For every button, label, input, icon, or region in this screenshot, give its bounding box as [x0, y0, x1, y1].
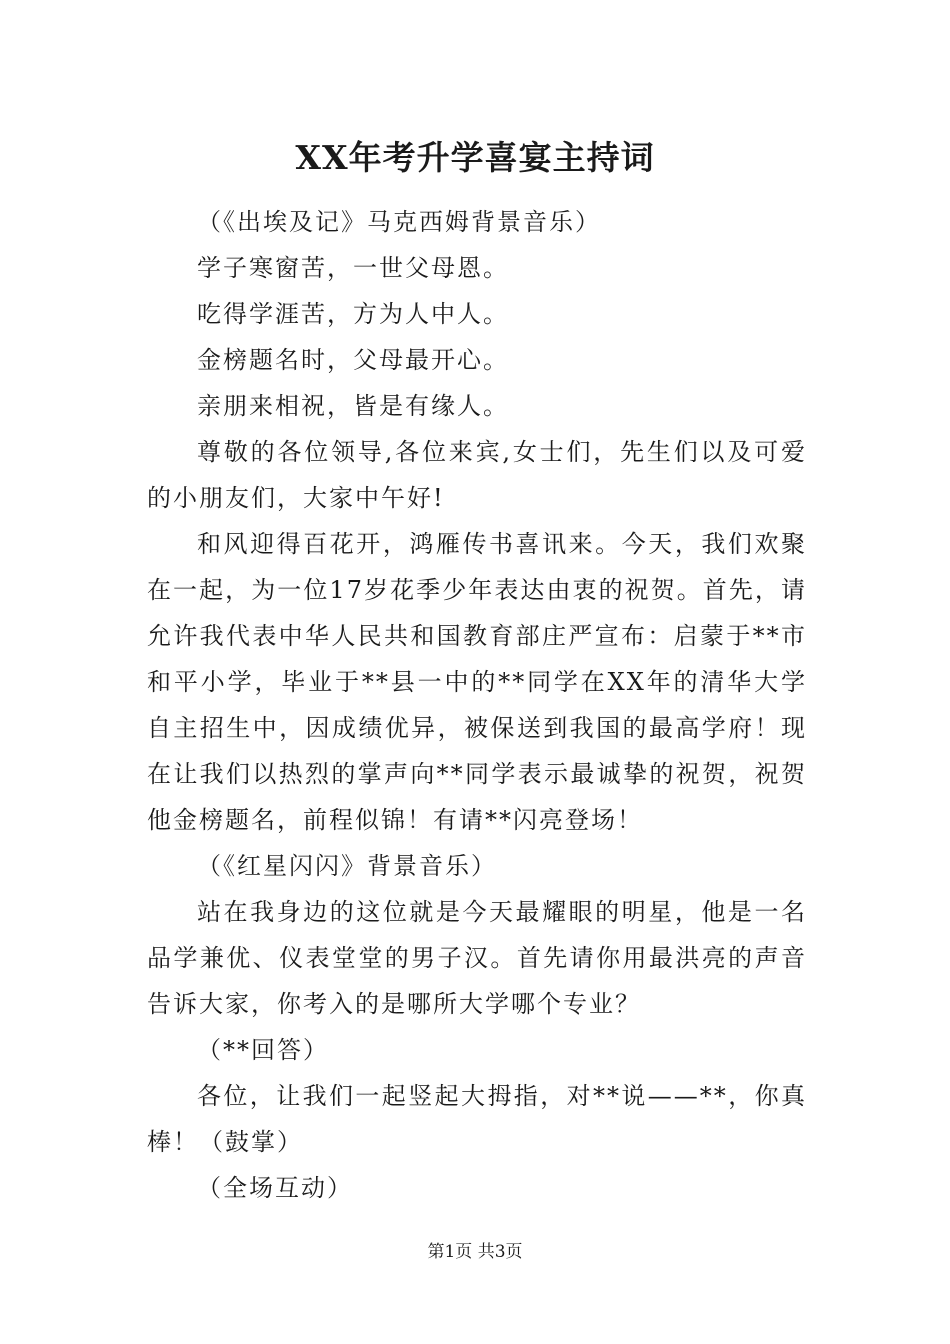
greeting-paragraph: 尊敬的各位领导,各位来宾,女士们，先生们以及可爱的小朋友们，大家中午好!	[147, 438, 807, 512]
poem-line: 金榜题名时，父母最开心。	[197, 346, 509, 374]
stage-direction: （全场互动）	[197, 1174, 353, 1202]
cheer-paragraph: 各位，让我们一起竖起大拇指，对**说——**，你真棒！（鼓掌）	[147, 1082, 807, 1156]
introduction-paragraph: 站在我身边的这位就是今天最耀眼的明星，他是一名品学兼优、仪表堂堂的男子汉。首先请你用最洪亮的声音告诉大家，你考入的是哪所大学哪个专业？	[147, 898, 807, 1018]
document-title: XX年考升学喜宴主持词	[295, 138, 655, 177]
stage-direction: （《出埃及记》马克西姆背景音乐）	[197, 208, 601, 236]
poem-line: 学子寒窗苦，一世父母恩。	[197, 254, 509, 282]
stage-direction: （**回答）	[197, 1036, 329, 1064]
document-body	[147, 199, 807, 1211]
page-number: 第1页 共3页	[427, 1242, 523, 1262]
poem-line: 亲朋来相祝，皆是有缘人。	[197, 392, 509, 420]
poem-line: 吃得学涯苦，方为人中人。	[197, 300, 509, 328]
announcement-paragraph: 和风迎得百花开，鸿雁传书喜讯来。今天，我们欢聚在一起，为一位17岁花季少年表达由衷的祝贺。首先，请允许我代表中华人民共和国教育部庄严宣布：启蒙于**市和平小学，毕业于**县一中的**同学在XX年的清华大学自主招生中，因成绩优异，被保送到我国的最高学府！现在让我们以热烈的掌声向**同学表示最诚挚的祝贺，祝贺他金榜题名，前程似锦！有请**闪亮登场！	[147, 530, 807, 834]
stage-direction: （《红星闪闪》背景音乐）	[197, 852, 497, 880]
